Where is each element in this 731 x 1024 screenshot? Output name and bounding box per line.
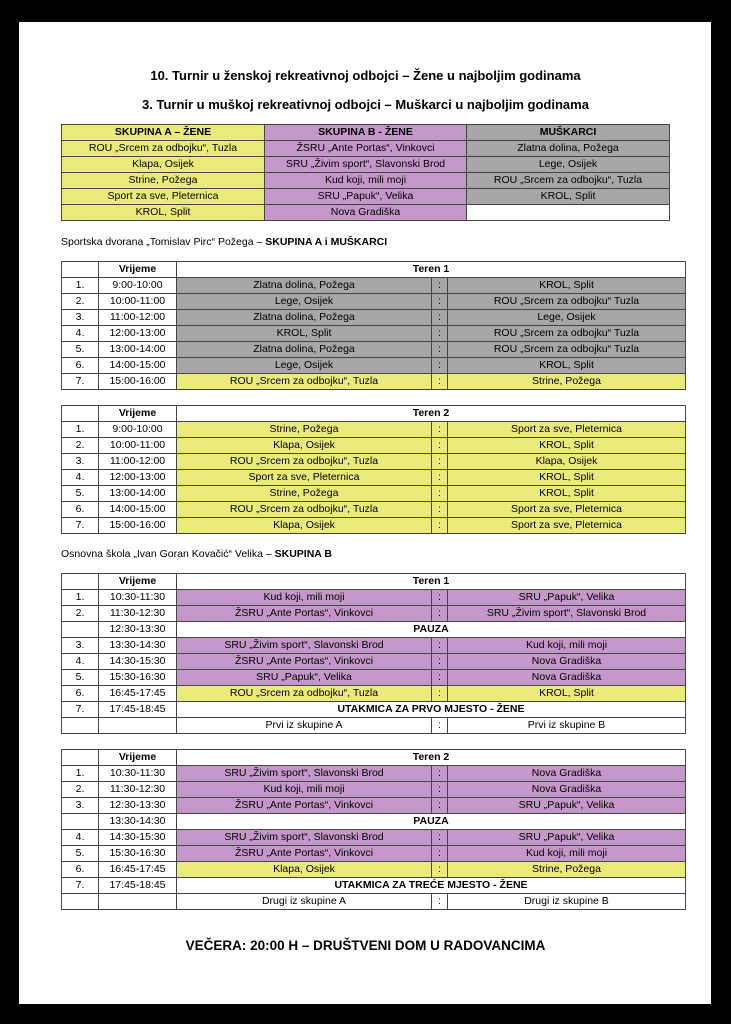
match-number: 2. [62, 294, 99, 310]
schedule-row [62, 702, 686, 718]
match-number: 7. [62, 702, 99, 718]
match-time [99, 718, 177, 734]
schedule-row [62, 606, 686, 622]
match-time: 11:00-12:00 [99, 310, 177, 326]
team-cell: Nova Gradiška [265, 205, 467, 221]
separator: : [432, 342, 448, 358]
schedule-row [62, 846, 686, 862]
schedule-row [62, 894, 686, 910]
schedule-row [62, 422, 686, 438]
venue-velika [61, 548, 332, 560]
schedule-table [61, 261, 686, 390]
separator: : [432, 718, 448, 734]
match-time: 10:00-11:00 [99, 294, 177, 310]
away-team: Nova Gradiška [448, 782, 686, 798]
match-time: 13:30-14:30 [99, 814, 177, 830]
schedule-row [62, 638, 686, 654]
match-number: 2. [62, 782, 99, 798]
court-header: Teren 2 [177, 406, 686, 422]
match-number: 2. [62, 438, 99, 454]
away-team: Kud koji, mili moji [448, 638, 686, 654]
home-team: Klapa, Osijek [177, 438, 432, 454]
row-label: PAUZA [177, 814, 686, 830]
home-team: ŽSRU „Ante Portas“, Vinkovci [177, 654, 432, 670]
schedule-header-row [62, 262, 686, 278]
separator: : [432, 590, 448, 606]
groups-table [61, 124, 670, 221]
match-number [62, 622, 99, 638]
home-team: Lege, Osijek [177, 294, 432, 310]
schedule-row [62, 862, 686, 878]
home-team: Klapa, Osijek [177, 518, 432, 534]
match-number: 5. [62, 670, 99, 686]
court-header: Teren 1 [177, 574, 686, 590]
schedule-row [62, 358, 686, 374]
match-time: 10:00-11:00 [99, 438, 177, 454]
away-team: Sport za sve, Pleternica [448, 422, 686, 438]
time-header: Vrijeme [99, 750, 177, 766]
match-time [99, 894, 177, 910]
match-time: 11:00-12:00 [99, 454, 177, 470]
venue-pozega-name: Sportska dvorana „Tomislav Pirc“ Požega – [61, 236, 266, 248]
away-team: Prvi iz skupine B [448, 718, 686, 734]
match-number: 6. [62, 358, 99, 374]
schedule-row [62, 470, 686, 486]
match-time: 13:00-14:00 [99, 486, 177, 502]
home-team: KROL, Split [177, 326, 432, 342]
schedule-row [62, 278, 686, 294]
away-team: KROL, Split [448, 686, 686, 702]
team-cell: ŽSRU „Ante Portas“, Vinkovci [265, 141, 467, 157]
match-time: 15:30-16:30 [99, 846, 177, 862]
match-number: 5. [62, 342, 99, 358]
match-time: 10:30-11:30 [99, 766, 177, 782]
time-header: Vrijeme [99, 574, 177, 590]
schedule-row [62, 782, 686, 798]
match-number: 1. [62, 766, 99, 782]
separator: : [432, 294, 448, 310]
match-time: 10:30-11:30 [99, 590, 177, 606]
dinner-announcement: VEČERA: 20:00 H – DRUŠTVENI DOM U RADOVANCIMA [185, 938, 546, 953]
separator: : [432, 486, 448, 502]
schedule-row [62, 878, 686, 894]
away-team: Sport za sve, Pleternica [448, 502, 686, 518]
match-number: 3. [62, 798, 99, 814]
match-time: 15:00-16:00 [99, 374, 177, 390]
away-team: ROU „Srcem za odbojku“ Tuzla [448, 342, 686, 358]
home-team: ROU „Srcem za odbojku“, Tuzla [177, 374, 432, 390]
separator: : [432, 374, 448, 390]
row-label: UTAKMICA ZA PRVO MJESTO - ŽENE [177, 702, 686, 718]
away-team: Kud koji, mili moji [448, 846, 686, 862]
schedule-row [62, 454, 686, 470]
home-team: ŽSRU „Ante Portas“, Vinkovci [177, 846, 432, 862]
home-team: Strine, Požega [177, 422, 432, 438]
separator: : [432, 454, 448, 470]
away-team: Strine, Požega [448, 862, 686, 878]
match-time: 11:30-12:30 [99, 606, 177, 622]
match-time: 14:00-15:00 [99, 502, 177, 518]
schedule-table [61, 749, 686, 910]
match-time: 13:00-14:00 [99, 342, 177, 358]
schedule-header-row [62, 750, 686, 766]
schedule-row [62, 654, 686, 670]
separator: : [432, 894, 448, 910]
match-number: 6. [62, 862, 99, 878]
team-cell [467, 205, 670, 221]
match-number: 4. [62, 470, 99, 486]
match-number: 6. [62, 686, 99, 702]
match-number: 1. [62, 422, 99, 438]
match-number: 4. [62, 830, 99, 846]
title-women-tournament: 10. Turnir u ženskoj rekreativnoj odbojci – Žene u najboljim godinama [150, 68, 581, 83]
match-number: 3. [62, 638, 99, 654]
match-time: 9:00-10:00 [99, 278, 177, 294]
home-team: Drugi iz skupine A [177, 894, 432, 910]
home-team: Sport za sve, Pleternica [177, 470, 432, 486]
separator: : [432, 606, 448, 622]
home-team: Klapa, Osijek [177, 862, 432, 878]
schedule-row [62, 342, 686, 358]
group-a-header: SKUPINA A – ŽENE [62, 125, 265, 141]
index-header [62, 750, 99, 766]
schedule-row [62, 798, 686, 814]
match-time: 11:30-12:30 [99, 782, 177, 798]
separator: : [432, 686, 448, 702]
separator: : [432, 422, 448, 438]
match-time: 9:00-10:00 [99, 422, 177, 438]
match-number: 3. [62, 454, 99, 470]
title-men-tournament: 3. Turnir u muškoj rekreativnoj odbojci – Muškarci u najboljim godinama [142, 97, 589, 112]
schedule-row [62, 766, 686, 782]
away-team: Sport za sve, Pleternica [448, 518, 686, 534]
time-header: Vrijeme [99, 262, 177, 278]
schedule-row [62, 670, 686, 686]
schedule-row [62, 814, 686, 830]
match-time: 16:45-17:45 [99, 686, 177, 702]
match-time: 14:30-15:30 [99, 654, 177, 670]
away-team: Nova Gradiška [448, 654, 686, 670]
schedule-row [62, 718, 686, 734]
schedule-row [62, 830, 686, 846]
schedule-row [62, 438, 686, 454]
schedule-header-row [62, 574, 686, 590]
home-team: SRU „Živim sport“, Slavonski Brod [177, 638, 432, 654]
away-team: ROU „Srcem za odbojku“ Tuzla [448, 326, 686, 342]
match-number [62, 718, 99, 734]
separator: : [432, 310, 448, 326]
away-team: SRU „Živim sport“, Slavonski Brod [448, 606, 686, 622]
match-number: 7. [62, 878, 99, 894]
separator: : [432, 846, 448, 862]
away-team: SRU „Papuk“, Velika [448, 830, 686, 846]
schedule-table [61, 573, 686, 734]
separator: : [432, 766, 448, 782]
match-time: 17:45-18:45 [99, 702, 177, 718]
team-cell: ROU „Srcem za odbojku“, Tuzla [62, 141, 265, 157]
home-team: ŽSRU „Ante Portas“, Vinkovci [177, 606, 432, 622]
match-number: 5. [62, 846, 99, 862]
match-number: 4. [62, 326, 99, 342]
away-team: Klapa, Osijek [448, 454, 686, 470]
match-time: 15:30-16:30 [99, 670, 177, 686]
schedule-row [62, 622, 686, 638]
away-team: KROL, Split [448, 486, 686, 502]
group-row [62, 173, 670, 189]
match-time: 14:30-15:30 [99, 830, 177, 846]
away-team: ROU „Srcem za odbojku“ Tuzla [448, 294, 686, 310]
match-number: 1. [62, 590, 99, 606]
home-team: ROU „Srcem za odbojku“, Tuzla [177, 686, 432, 702]
home-team: SRU „Živim sport“, Slavonski Brod [177, 830, 432, 846]
match-time: 15:00-16:00 [99, 518, 177, 534]
match-time: 12:00-13:00 [99, 470, 177, 486]
home-team: ŽSRU „Ante Portas“, Vinkovci [177, 798, 432, 814]
venue-pozega-groups: SKUPINA A i MUŠKARCI [265, 236, 388, 248]
away-team: KROL, Split [448, 358, 686, 374]
team-cell: SRU „Živim sport“, Slavonski Brod [265, 157, 467, 173]
index-header [62, 406, 99, 422]
schedule-row [62, 310, 686, 326]
match-number: 4. [62, 654, 99, 670]
schedule-table [61, 405, 686, 534]
schedule-row [62, 502, 686, 518]
home-team: ROU „Srcem za odbojku“, Tuzla [177, 454, 432, 470]
match-number [62, 894, 99, 910]
schedule-row [62, 374, 686, 390]
separator: : [432, 358, 448, 374]
schedule-row [62, 686, 686, 702]
team-cell: Klapa, Osijek [62, 157, 265, 173]
court-header: Teren 2 [177, 750, 686, 766]
venue-velika-groups: SKUPINA B [274, 548, 332, 560]
schedule-header-row [62, 406, 686, 422]
separator: : [432, 830, 448, 846]
group-row [62, 157, 670, 173]
venue-pozega [61, 236, 387, 248]
separator: : [432, 518, 448, 534]
away-team: SRU „Papuk“, Velika [448, 798, 686, 814]
schedule-row [62, 294, 686, 310]
home-team: Kud koji, mili moji [177, 590, 432, 606]
group-row [62, 205, 670, 221]
court-header: Teren 1 [177, 262, 686, 278]
separator: : [432, 638, 448, 654]
schedule-row [62, 486, 686, 502]
separator: : [432, 798, 448, 814]
group-row [62, 189, 670, 205]
match-number: 2. [62, 606, 99, 622]
home-team: Strine, Požega [177, 486, 432, 502]
team-cell: KROL, Split [467, 189, 670, 205]
schedule-row [62, 590, 686, 606]
home-team: Lege, Osijek [177, 358, 432, 374]
match-time: 16:45-17:45 [99, 862, 177, 878]
home-team: Zlatna dolina, Požega [177, 342, 432, 358]
away-team: Lege, Osijek [448, 310, 686, 326]
away-team: SRU „Papuk“, Velika [448, 590, 686, 606]
men-group-header: MUŠKARCI [467, 125, 670, 141]
match-time: 12:00-13:00 [99, 326, 177, 342]
separator: : [432, 438, 448, 454]
separator: : [432, 502, 448, 518]
away-team: KROL, Split [448, 438, 686, 454]
home-team: Zlatna dolina, Požega [177, 310, 432, 326]
team-cell: Zlatna dolina, Požega [467, 141, 670, 157]
team-cell: Kud koji, mili moji [265, 173, 467, 189]
separator: : [432, 862, 448, 878]
match-number: 5. [62, 486, 99, 502]
match-time: 12:30-13:30 [99, 622, 177, 638]
away-team: KROL, Split [448, 470, 686, 486]
separator: : [432, 670, 448, 686]
home-team: Kud koji, mili moji [177, 782, 432, 798]
time-header: Vrijeme [99, 406, 177, 422]
group-row [62, 141, 670, 157]
match-time: 17:45-18:45 [99, 878, 177, 894]
team-cell: KROL, Split [62, 205, 265, 221]
match-number: 7. [62, 518, 99, 534]
match-number: 3. [62, 310, 99, 326]
team-cell: Lege, Osijek [467, 157, 670, 173]
separator: : [432, 654, 448, 670]
match-number [62, 814, 99, 830]
away-team: Nova Gradiška [448, 766, 686, 782]
match-number: 1. [62, 278, 99, 294]
match-number: 6. [62, 502, 99, 518]
team-cell: Strine, Požega [62, 173, 265, 189]
team-cell: ROU „Srcem za odbojku“, Tuzla [467, 173, 670, 189]
index-header [62, 262, 99, 278]
match-time: 13:30-14:30 [99, 638, 177, 654]
home-team: SRU „Papuk“, Velika [177, 670, 432, 686]
row-label: UTAKMICA ZA TREĆE MJESTO - ŽENE [177, 878, 686, 894]
separator: : [432, 470, 448, 486]
separator: : [432, 782, 448, 798]
venue-velika-name: Osnovna škola „Ivan Goran Kovačić“ Velika – [61, 548, 275, 560]
index-header [62, 574, 99, 590]
separator: : [432, 326, 448, 342]
home-team: Prvi iz skupine A [177, 718, 432, 734]
match-time: 14:00-15:00 [99, 358, 177, 374]
home-team: Zlatna dolina, Požega [177, 278, 432, 294]
away-team: Nova Gradiška [448, 670, 686, 686]
away-team: KROL, Split [448, 278, 686, 294]
home-team: SRU „Živim sport“, Slavonski Brod [177, 766, 432, 782]
group-b-header: SKUPINA B - ŽENE [265, 125, 467, 141]
home-team: ROU „Srcem za odbojku“, Tuzla [177, 502, 432, 518]
team-cell: SRU „Papuk“, Velika [265, 189, 467, 205]
row-label: PAUZA [177, 622, 686, 638]
match-time: 12:30-13:30 [99, 798, 177, 814]
schedule-row [62, 518, 686, 534]
away-team: Strine, Požega [448, 374, 686, 390]
team-cell: Sport za sve, Pleternica [62, 189, 265, 205]
separator: : [432, 278, 448, 294]
schedule-row [62, 326, 686, 342]
away-team: Drugi iz skupine B [448, 894, 686, 910]
match-number: 7. [62, 374, 99, 390]
